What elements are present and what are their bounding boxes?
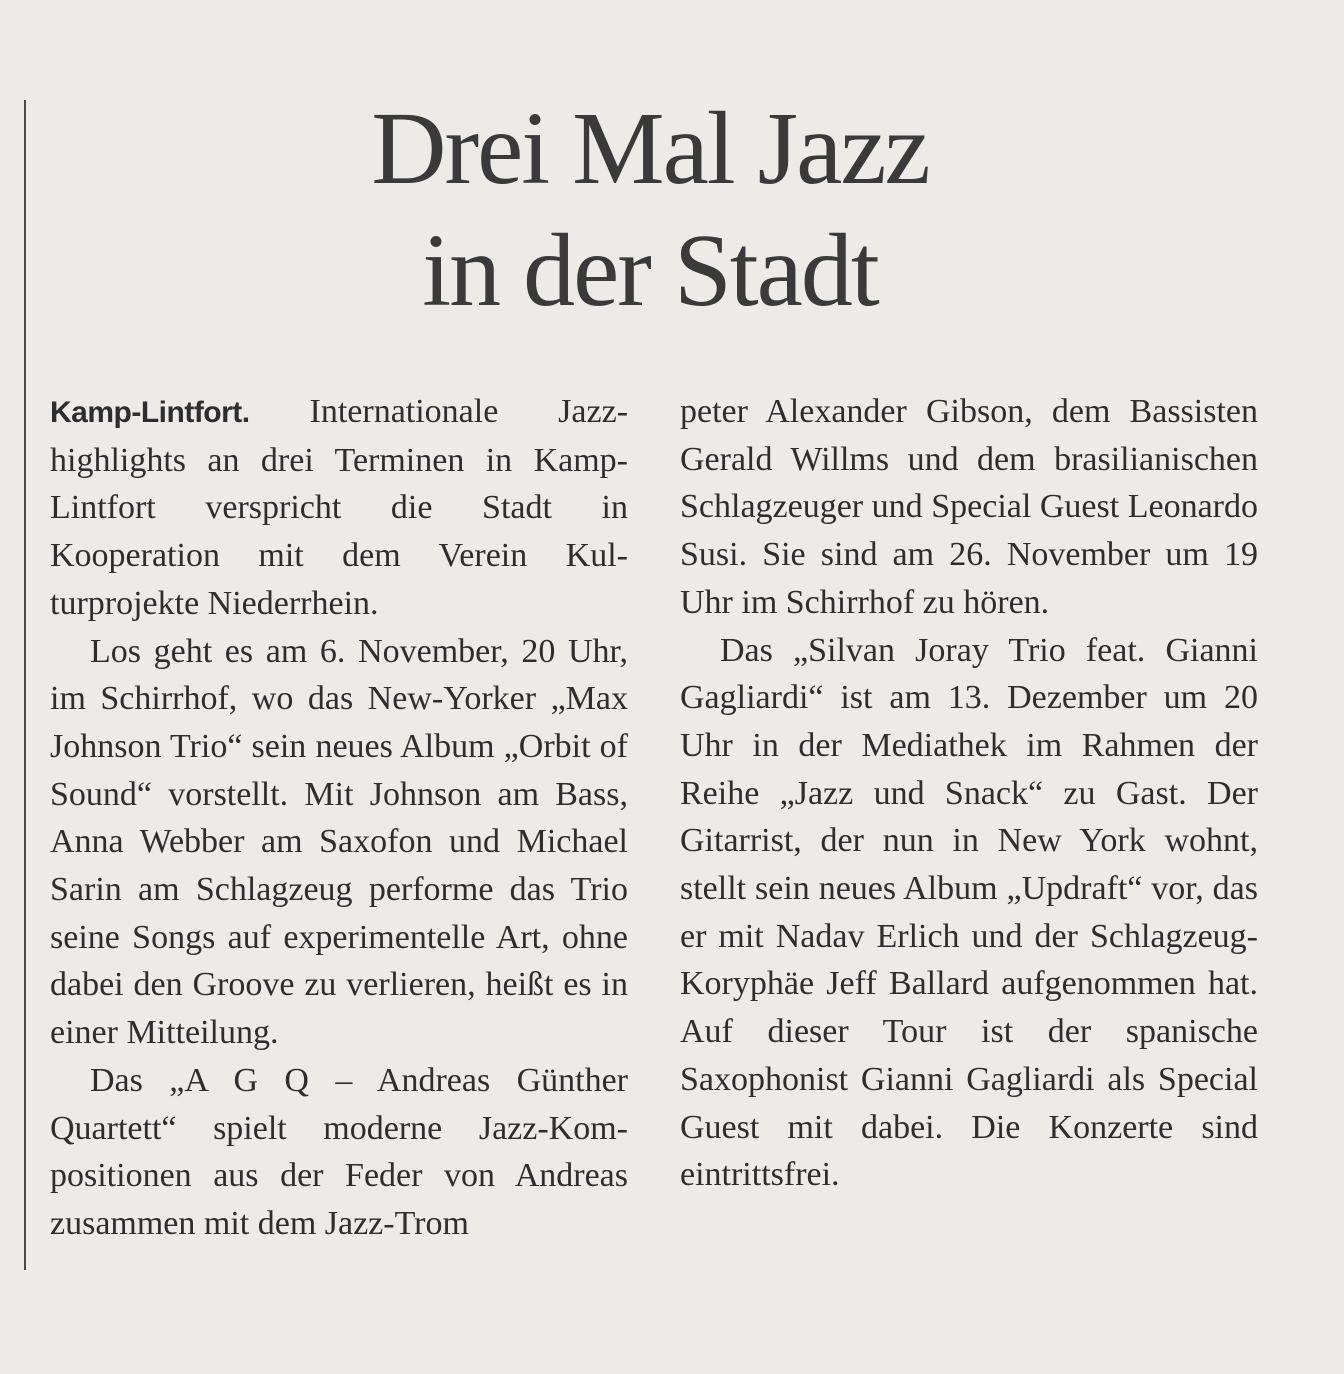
headline-line-2: in der Stadt <box>422 213 878 328</box>
paragraph-1 <box>50 388 628 628</box>
paragraph-1-text: Internationale Jazzhighlights an drei Terminen in Kamp-Lintfort verspricht die Stadt in Kooperation mit dem Verein Kulturprojekte Niederrhein. <box>50 393 629 622</box>
column-rule <box>24 100 26 1270</box>
headline <box>230 88 1070 332</box>
paragraph-3-start: Das „A G Q – Andreas Günther Quartett“ spielt moderne Jazz-Kompositionen aus der Feder von Andreas zusammen mit dem Jazz-Trom <box>50 1061 628 1242</box>
paragraph-3-end: peter Alexander Gibson, dem Bassisten Gerald Willms und dem brasilianischen Schlagzeuger und Special Guest Leonardo Susi. Sie sind am 26. November um 19 Uhr im Schirrhof zu hören. <box>680 393 1258 621</box>
dateline: Kamp-Lintfort. <box>50 396 250 429</box>
article-column-left <box>50 388 628 1248</box>
headline-line-1: Drei Mal Jazz <box>371 91 929 206</box>
article-column-right <box>680 388 1258 1199</box>
paragraph-4: Das „Silvan Joray Trio feat. Gianni Gagliardi“ ist am 13. Dezember um 20 Uhr in der Mediathek im Rahmen der Reihe „Jazz und Snack“ zu Gast. Der Gitarrist, der nun in New York wohnt, stellt sein neues Album „Updraft“ vor, das er mit Nadav Erlich und der Schlagzeug-Koryphäe Jeff Ballard aufgenommen hat. Auf dieser Tour ist der spanische Saxophonist Gianni Gagliardi als Special Guest mit dabei. Die Konzerte sind eintrittsfrei. <box>680 631 1258 1194</box>
paragraph-2: Los geht es am 6. November, 20 Uhr, im Schirrhof, wo das New-Yorker „Max Johnson Trio“ sein neues Album „Orbit of Sound“ vorstellt. Mit Johnson am Bass, Anna Webber am Saxofon und Michael Sarin am Schlagzeug performe das Trio seine Songs auf experimentelle Art, ohne dabei den Groove zu verlieren, heißt es in einer Mitteilung. <box>50 632 628 1052</box>
